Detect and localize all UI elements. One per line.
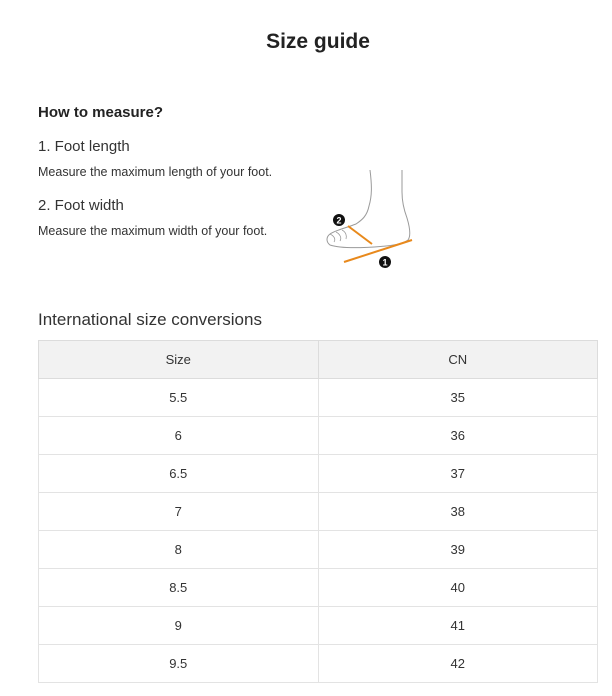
page-title: Size guide: [266, 30, 370, 53]
column-header-size: Size: [39, 341, 319, 379]
cn-cell: 41: [318, 607, 598, 645]
cn-cell: 36: [318, 417, 598, 455]
size-cell: 7: [39, 493, 319, 531]
step-foot-width-title: 2. Foot width: [38, 197, 124, 214]
step-foot-length-title: 1. Foot length: [38, 138, 130, 155]
cn-cell: 37: [318, 455, 598, 493]
marker-1-label: 1: [382, 257, 388, 268]
size-conversion-table: [38, 340, 598, 683]
cn-cell: 38: [318, 493, 598, 531]
cn-cell: 40: [318, 569, 598, 607]
size-cell: 9: [39, 607, 319, 645]
cn-cell: 39: [318, 531, 598, 569]
cn-cell: 42: [318, 645, 598, 683]
foot-outline: [327, 170, 410, 248]
column-header-cn: CN: [318, 341, 598, 379]
foot-measurement-illustration: [322, 166, 418, 272]
marker-2-label: 2: [336, 215, 342, 226]
table-row: [39, 607, 598, 645]
foot-length-line: [344, 240, 412, 262]
size-cell: 6.5: [39, 455, 319, 493]
table-row: [39, 379, 598, 417]
size-cell: 8: [39, 531, 319, 569]
foot-width-line: [348, 226, 372, 244]
cn-cell: 35: [318, 379, 598, 417]
table-row: [39, 645, 598, 683]
step-foot-width-description: Measure the maximum width of your foot.: [38, 224, 268, 238]
how-to-measure-heading: How to measure?: [38, 104, 164, 121]
size-conversions-heading: International size conversions: [38, 310, 262, 329]
size-cell: 6: [39, 417, 319, 455]
table-row: [39, 569, 598, 607]
table-row: [39, 531, 598, 569]
table-row: [39, 455, 598, 493]
table-row: [39, 493, 598, 531]
size-cell: 9.5: [39, 645, 319, 683]
size-cell: 8.5: [39, 569, 319, 607]
step-foot-length-description: Measure the maximum length of your foot.: [38, 165, 273, 179]
table-row: [39, 417, 598, 455]
table-header-row: [39, 341, 598, 379]
foot-toes: [330, 230, 346, 242]
size-cell: 5.5: [39, 379, 319, 417]
